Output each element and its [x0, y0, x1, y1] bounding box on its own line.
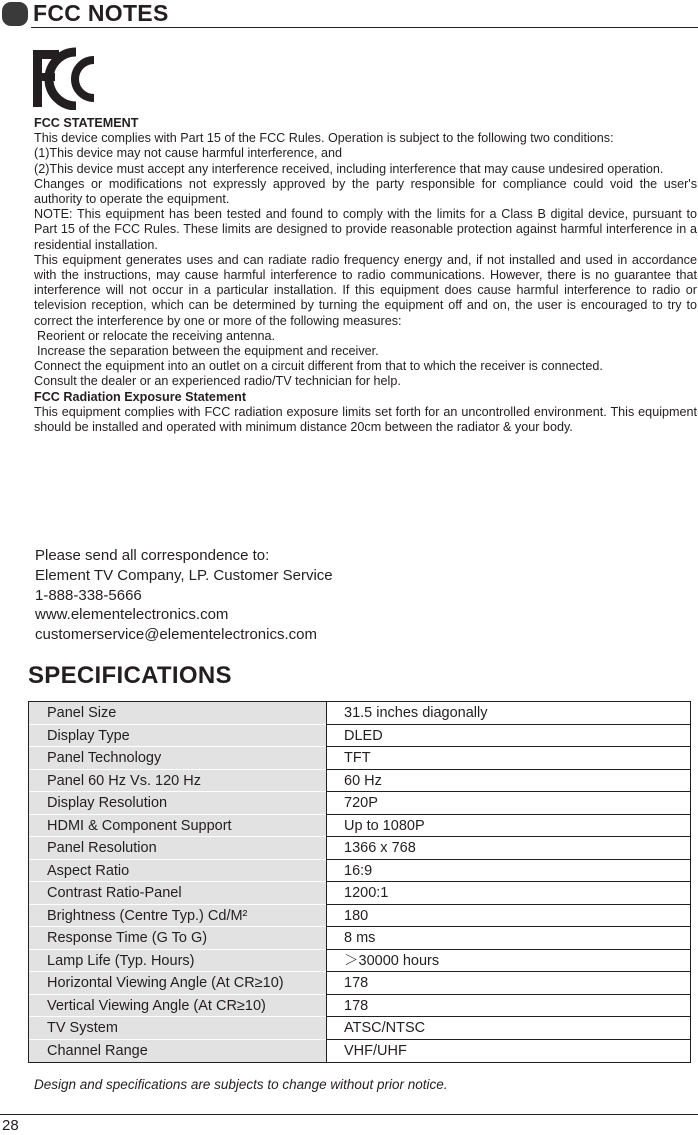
spec-row [29, 815, 690, 838]
spec-row [29, 860, 690, 883]
spec-row [29, 972, 690, 995]
spec-value: 60 Hz [326, 770, 690, 793]
page-number: 28 [2, 1117, 19, 1134]
spec-value: 180 [326, 905, 690, 928]
spec-row [29, 1017, 690, 1040]
spec-label: HDMI & Component Support [29, 815, 326, 838]
spec-row [29, 770, 690, 793]
spec-value: ＞30000 hours [326, 950, 690, 973]
fcc-paragraph: This device complies with Part 15 of the FCC Rules. Operation is subject to the following two conditions: [34, 131, 614, 146]
specifications-note: Design and specifications are subjects to change without prior notice. [34, 1077, 448, 1092]
spec-label: TV System [29, 1017, 326, 1040]
fcc-logo-icon [30, 46, 104, 110]
spec-label: Panel Size [29, 702, 326, 725]
contact-company: Element TV Company, LP. Customer Service [35, 566, 333, 584]
spec-value: DLED [326, 725, 690, 748]
spec-row [29, 905, 690, 928]
spec-label: Brightness (Centre Typ.) Cd/M² [29, 905, 326, 928]
fcc-paragraph: Changes or modifications not expressly approved by the party responsible for compliance could void the user's authority to operate the equipment. [34, 176, 697, 207]
spec-label: Lamp Life (Typ. Hours) [29, 950, 326, 973]
spec-row [29, 792, 690, 815]
page-header [0, 0, 698, 30]
spec-value: 16:9 [326, 860, 690, 883]
spec-label: Response Time (G To G) [29, 927, 326, 950]
header-tab-marker [2, 2, 28, 26]
fcc-paragraph: This equipment generates uses and can radiate radio frequency energy and, if not installed and used in accordance with the instructions, may cause harmful interference to radio communications. However, there is no guarantee that interference will not occur in a particular installation. If this equipment does cause harmful interference to radio or television reception, which can be determined by turning the equipment off and on, the user is encouraged to try to correct the interference by one or more of the following measures: [34, 252, 697, 328]
spec-value: 31.5 inches diagonally [326, 702, 690, 725]
spec-label: Panel 60 Hz Vs. 120 Hz [29, 770, 326, 793]
fcc-statement-section [34, 116, 697, 435]
radiation-paragraph: This equipment complies with FCC radiation exposure limits set forth for an uncontrolled environment. This equipment should be installed and operated with minimum distance 20cm between the radiator & your body. [34, 404, 697, 435]
fcc-measure: Increase the separation between the equipment and receiver. [37, 344, 379, 359]
spec-label: Channel Range [29, 1040, 326, 1063]
spec-value: TFT [326, 747, 690, 770]
fcc-measure: Reorient or relocate the receiving antenna. [37, 328, 276, 343]
spec-label: Panel Technology [29, 747, 326, 770]
spec-row [29, 882, 690, 905]
page-title: FCC NOTES [33, 0, 169, 26]
contact-block [35, 546, 333, 645]
contact-intro: Please send all correspondence to: [35, 547, 270, 564]
spec-row [29, 995, 690, 1018]
contact-website: www.elementelectronics.com [35, 606, 229, 624]
header-rule [31, 27, 698, 28]
spec-value: 8 ms [326, 927, 690, 950]
spec-value: 1200:1 [326, 882, 690, 905]
spec-value: Up to 1080P [326, 815, 690, 838]
spec-label: Vertical Viewing Angle (At CR≥10) [29, 995, 326, 1018]
spec-label: Display Type [29, 725, 326, 748]
radiation-heading: FCC Radiation Exposure Statement [34, 389, 247, 404]
spec-label: Horizontal Viewing Angle (At CR≥10) [29, 972, 326, 995]
fcc-measure: Consult the dealer or an experienced radio/TV technician for help. [34, 374, 401, 389]
fcc-condition-1: (1)This device may not cause harmful interference, and [34, 146, 342, 161]
spec-row [29, 725, 690, 748]
fcc-note-paragraph: NOTE: This equipment has been tested and found to comply with the limits for a Class B digital device, pursuant to Part 15 of the FCC Rules. These limits are designed to provide reasonable protection against harmful interference in a residential installation. [34, 207, 697, 252]
spec-value: 720P [326, 792, 690, 815]
contact-email: customerservice@elementelectronics.com [35, 626, 317, 644]
specifications-heading: SPECIFICATIONS [28, 662, 232, 689]
spec-value: 178 [326, 972, 690, 995]
spec-row [29, 927, 690, 950]
spec-row [29, 837, 690, 860]
spec-value: VHF/UHF [326, 1040, 690, 1063]
footer-rule [0, 1114, 698, 1115]
spec-row [29, 747, 690, 770]
spec-label: Panel Resolution [29, 837, 326, 860]
fcc-measure: Connect the equipment into an outlet on a circuit different from that to which the receiver is connected. [34, 359, 603, 374]
spec-value: ATSC/NTSC [326, 1017, 690, 1040]
spec-value: 178 [326, 995, 690, 1018]
specifications-table [28, 701, 691, 1063]
spec-label: Contrast Ratio-Panel [29, 882, 326, 905]
fcc-statement-heading: FCC STATEMENT [34, 116, 139, 130]
spec-label: Aspect Ratio [29, 860, 326, 883]
spec-value: 1366 x 768 [326, 837, 690, 860]
spec-row [29, 702, 690, 725]
spec-row [29, 950, 690, 973]
spec-row [29, 1040, 690, 1063]
contact-phone: 1-888-338-5666 [35, 586, 142, 604]
spec-label: Display Resolution [29, 792, 326, 815]
fcc-condition-2: (2)This device must accept any interference received, including interference that may cause undesired operation. [34, 161, 664, 176]
